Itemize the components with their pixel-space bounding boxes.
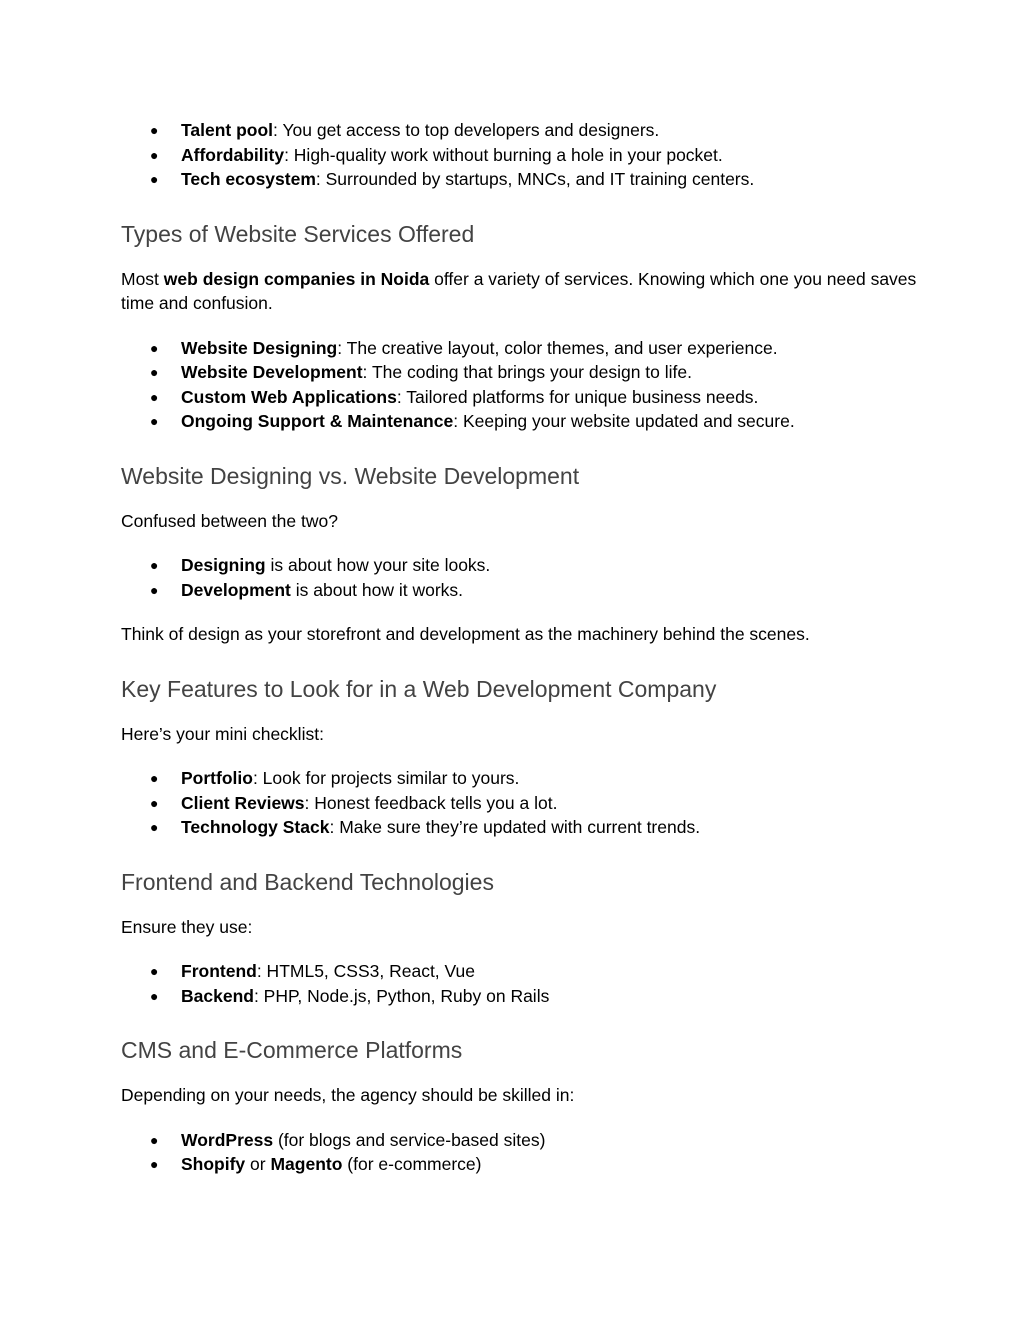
tech-list	[121, 959, 921, 1008]
list-item: ● Designing is about how your site looks.	[121, 553, 921, 578]
list-item: ● Technology Stack: Make sure they’re updated with current trends.	[121, 815, 921, 840]
section-heading: CMS and E-Commerce Platforms	[121, 1037, 463, 1063]
list-item: ● Frontend: HTML5, CSS3, React, Vue	[121, 959, 921, 984]
bullet-icon: ●	[150, 819, 159, 835]
features-list	[121, 766, 921, 840]
list-item: ● Custom Web Applications: Tailored platforms for unique business needs.	[121, 385, 921, 410]
bullet-icon: ●	[150, 557, 159, 573]
list-item: ● Ongoing Support & Maintenance: Keeping your website updated and secure.	[121, 409, 921, 434]
list-item: ● Affordability: High-quality work without burning a hole in your pocket.	[121, 143, 921, 168]
paragraph: Ensure they use:	[121, 916, 253, 937]
list-item: ● WordPress (for blogs and service-based sites)	[121, 1128, 921, 1153]
paragraph: Most web design companies in Noida offer a variety of services. Knowing which one you need saves time and confusion.	[121, 268, 917, 313]
bullet-icon: ●	[150, 413, 159, 429]
bullet-icon: ●	[150, 364, 159, 380]
bullet-icon: ●	[150, 122, 159, 138]
list-item: ● Portfolio: Look for projects similar to yours.	[121, 766, 921, 791]
bullet-icon: ●	[150, 339, 159, 356]
paragraph: Here’s your mini checklist:	[121, 723, 324, 744]
bullet-icon: ●	[150, 146, 159, 163]
section-heading: Key Features to Look for in a Web Development Company	[121, 675, 717, 702]
bullet-icon: ●	[150, 1131, 159, 1148]
bullet-icon: ●	[150, 1156, 159, 1172]
section-heading: Frontend and Backend Technologies	[121, 868, 494, 895]
list-item: ● Talent pool: You get access to top developers and designers.	[121, 118, 921, 143]
list-item: ● Client Reviews: Honest feedback tells you a lot.	[121, 791, 921, 816]
bullet-icon: ●	[150, 171, 159, 187]
bullet-icon: ●	[150, 388, 159, 405]
paragraph: Confused between the two?	[121, 510, 338, 531]
section-heading: Website Designing vs. Website Development	[121, 462, 580, 489]
list-item: ● Backend: PHP, Node.js, Python, Ruby on Rails	[121, 984, 921, 1009]
cms-list	[121, 1128, 921, 1177]
paragraph: Think of design as your storefront and development as the machinery behind the scenes.	[121, 624, 810, 644]
list-item: ● Development is about how it works.	[121, 578, 921, 603]
list-item: ● Website Designing: The creative layout, color themes, and user experience.	[121, 336, 921, 361]
intro-list	[121, 118, 921, 192]
list-item: ● Tech ecosystem: Surrounded by startups, MNCs, and IT training centers.	[121, 167, 921, 192]
bullet-icon: ●	[150, 987, 159, 1004]
list-item: ● Shopify or Magento (for e-commerce)	[121, 1152, 921, 1177]
document-page	[121, 118, 921, 1177]
bullet-icon: ●	[150, 770, 159, 786]
services-list	[121, 336, 921, 434]
list-item: ● Website Development: The coding that brings your design to life.	[121, 360, 921, 385]
bullet-icon: ●	[150, 963, 159, 979]
paragraph: Depending on your needs, the agency should be skilled in:	[121, 1085, 575, 1105]
bullet-icon: ●	[150, 581, 159, 598]
section-heading: Types of Website Services Offered	[121, 220, 475, 247]
vs-list	[121, 553, 921, 602]
bullet-icon: ●	[150, 794, 159, 811]
